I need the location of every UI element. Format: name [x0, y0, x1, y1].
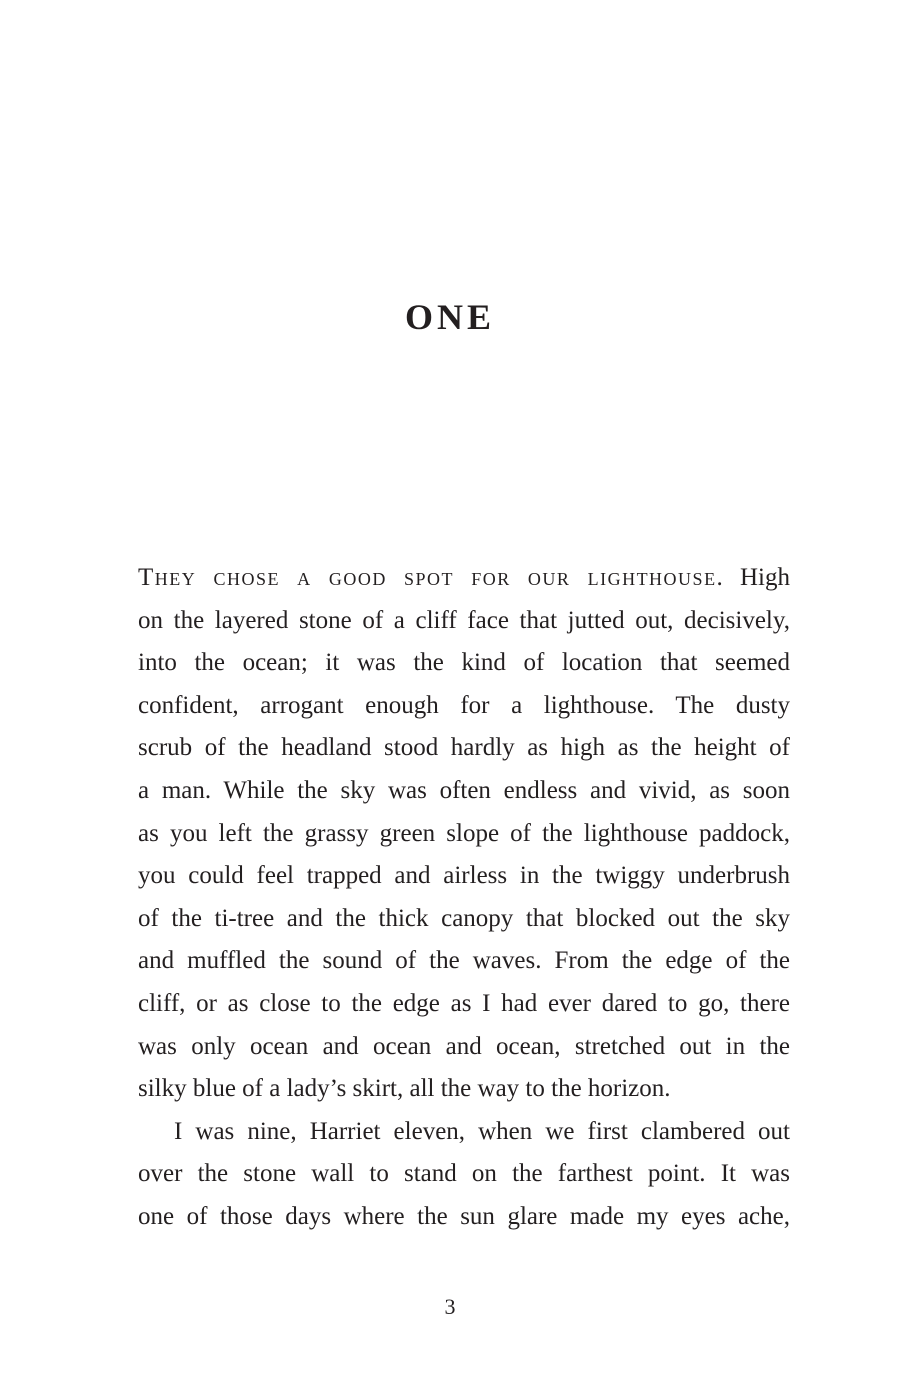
chapter-title: ONE [404, 297, 495, 337]
text-line-rest: High [724, 564, 790, 591]
text-line: cliff, or as close to the edge as I had ever dared to go, there [138, 989, 790, 1017]
text-line [138, 557, 790, 600]
text-line: over the stone wall to stand on the farthest point. It was [138, 1160, 790, 1188]
text-line: on the layered stone of a cliff face that jutted out, decisively, [138, 606, 790, 634]
body-text [138, 557, 790, 1239]
lead-in-smallcaps: They chose a good spot for our lighthouse. [138, 564, 725, 591]
text-line: as you left the grassy green slope of the lighthouse paddock, [138, 819, 790, 847]
text-line: you could feel trapped and airless in the twiggy underbrush [138, 862, 790, 890]
text-line: into the ocean; it was the kind of location that seemed [138, 649, 790, 677]
text-line: scrub of the headland stood hardly as high as the height of [138, 734, 790, 762]
text-line: of the ti-tree and the thick canopy that blocked out the sky [138, 904, 790, 932]
page-number: 3 [444, 1294, 456, 1319]
text-line: confident, arrogant enough for a lighthouse. The dusty [138, 691, 790, 719]
text-line: one of those days where the sun glare made my eyes ache, [138, 1202, 790, 1230]
text-line: a man. While the sky was often endless and vivid, as soon [138, 776, 790, 804]
text-line: silky blue of a lady’s skirt, all the way to the horizon. [138, 1075, 671, 1103]
text-line: was only ocean and ocean and ocean, stretched out in the [138, 1032, 790, 1060]
text-line: and muffled the sound of the waves. From the edge of the [138, 947, 790, 975]
text-line: I was nine, Harriet eleven, when we first clambered out [174, 1117, 790, 1145]
